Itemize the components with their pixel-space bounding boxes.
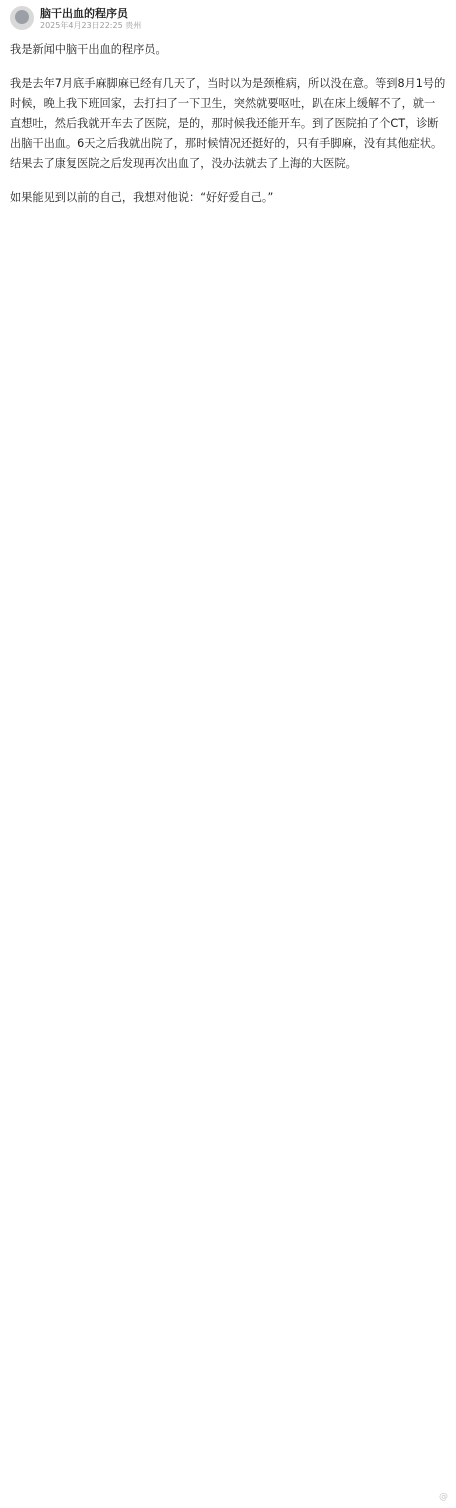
post-meta — [40, 20, 141, 31]
article-paragraph: 我是去年7月底手麻脚麻已经有几天了，当时以为是颈椎病，所以没在意。等到8月1号的时候，晚上我下班回家，去打扫了一下卫生，突然就要呕吐，趴在床上缓解不了，就一直想吐，然后我就开车去了医院，是的，那时候我还能开车。到了医院拍了个CT，诊断出脑干出血。6天之后我就出院了，那时候情况还挺好的，只有手脚麻，没有其他症状。结果去了康复医院之后发现再次出血了，没办法就去了上海的大医院。 — [10, 77, 446, 170]
post-location: 贵州 — [125, 21, 142, 30]
article-paragraph: 我是新闻中脑干出血的程序员。 — [10, 43, 167, 56]
post-timestamp: 2025年4月23日22:25 — [40, 21, 123, 30]
author-name[interactable]: 脑干出血的程序员 — [40, 7, 128, 20]
watermark: @ — [439, 1492, 448, 1502]
article-body — [10, 40, 446, 1508]
article-paragraph: 如果能见到以前的自己，我想对他说：“好好爱自己。” — [10, 191, 274, 204]
post-header — [0, 0, 456, 40]
avatar[interactable] — [10, 6, 34, 30]
avatar-placeholder — [15, 10, 29, 24]
